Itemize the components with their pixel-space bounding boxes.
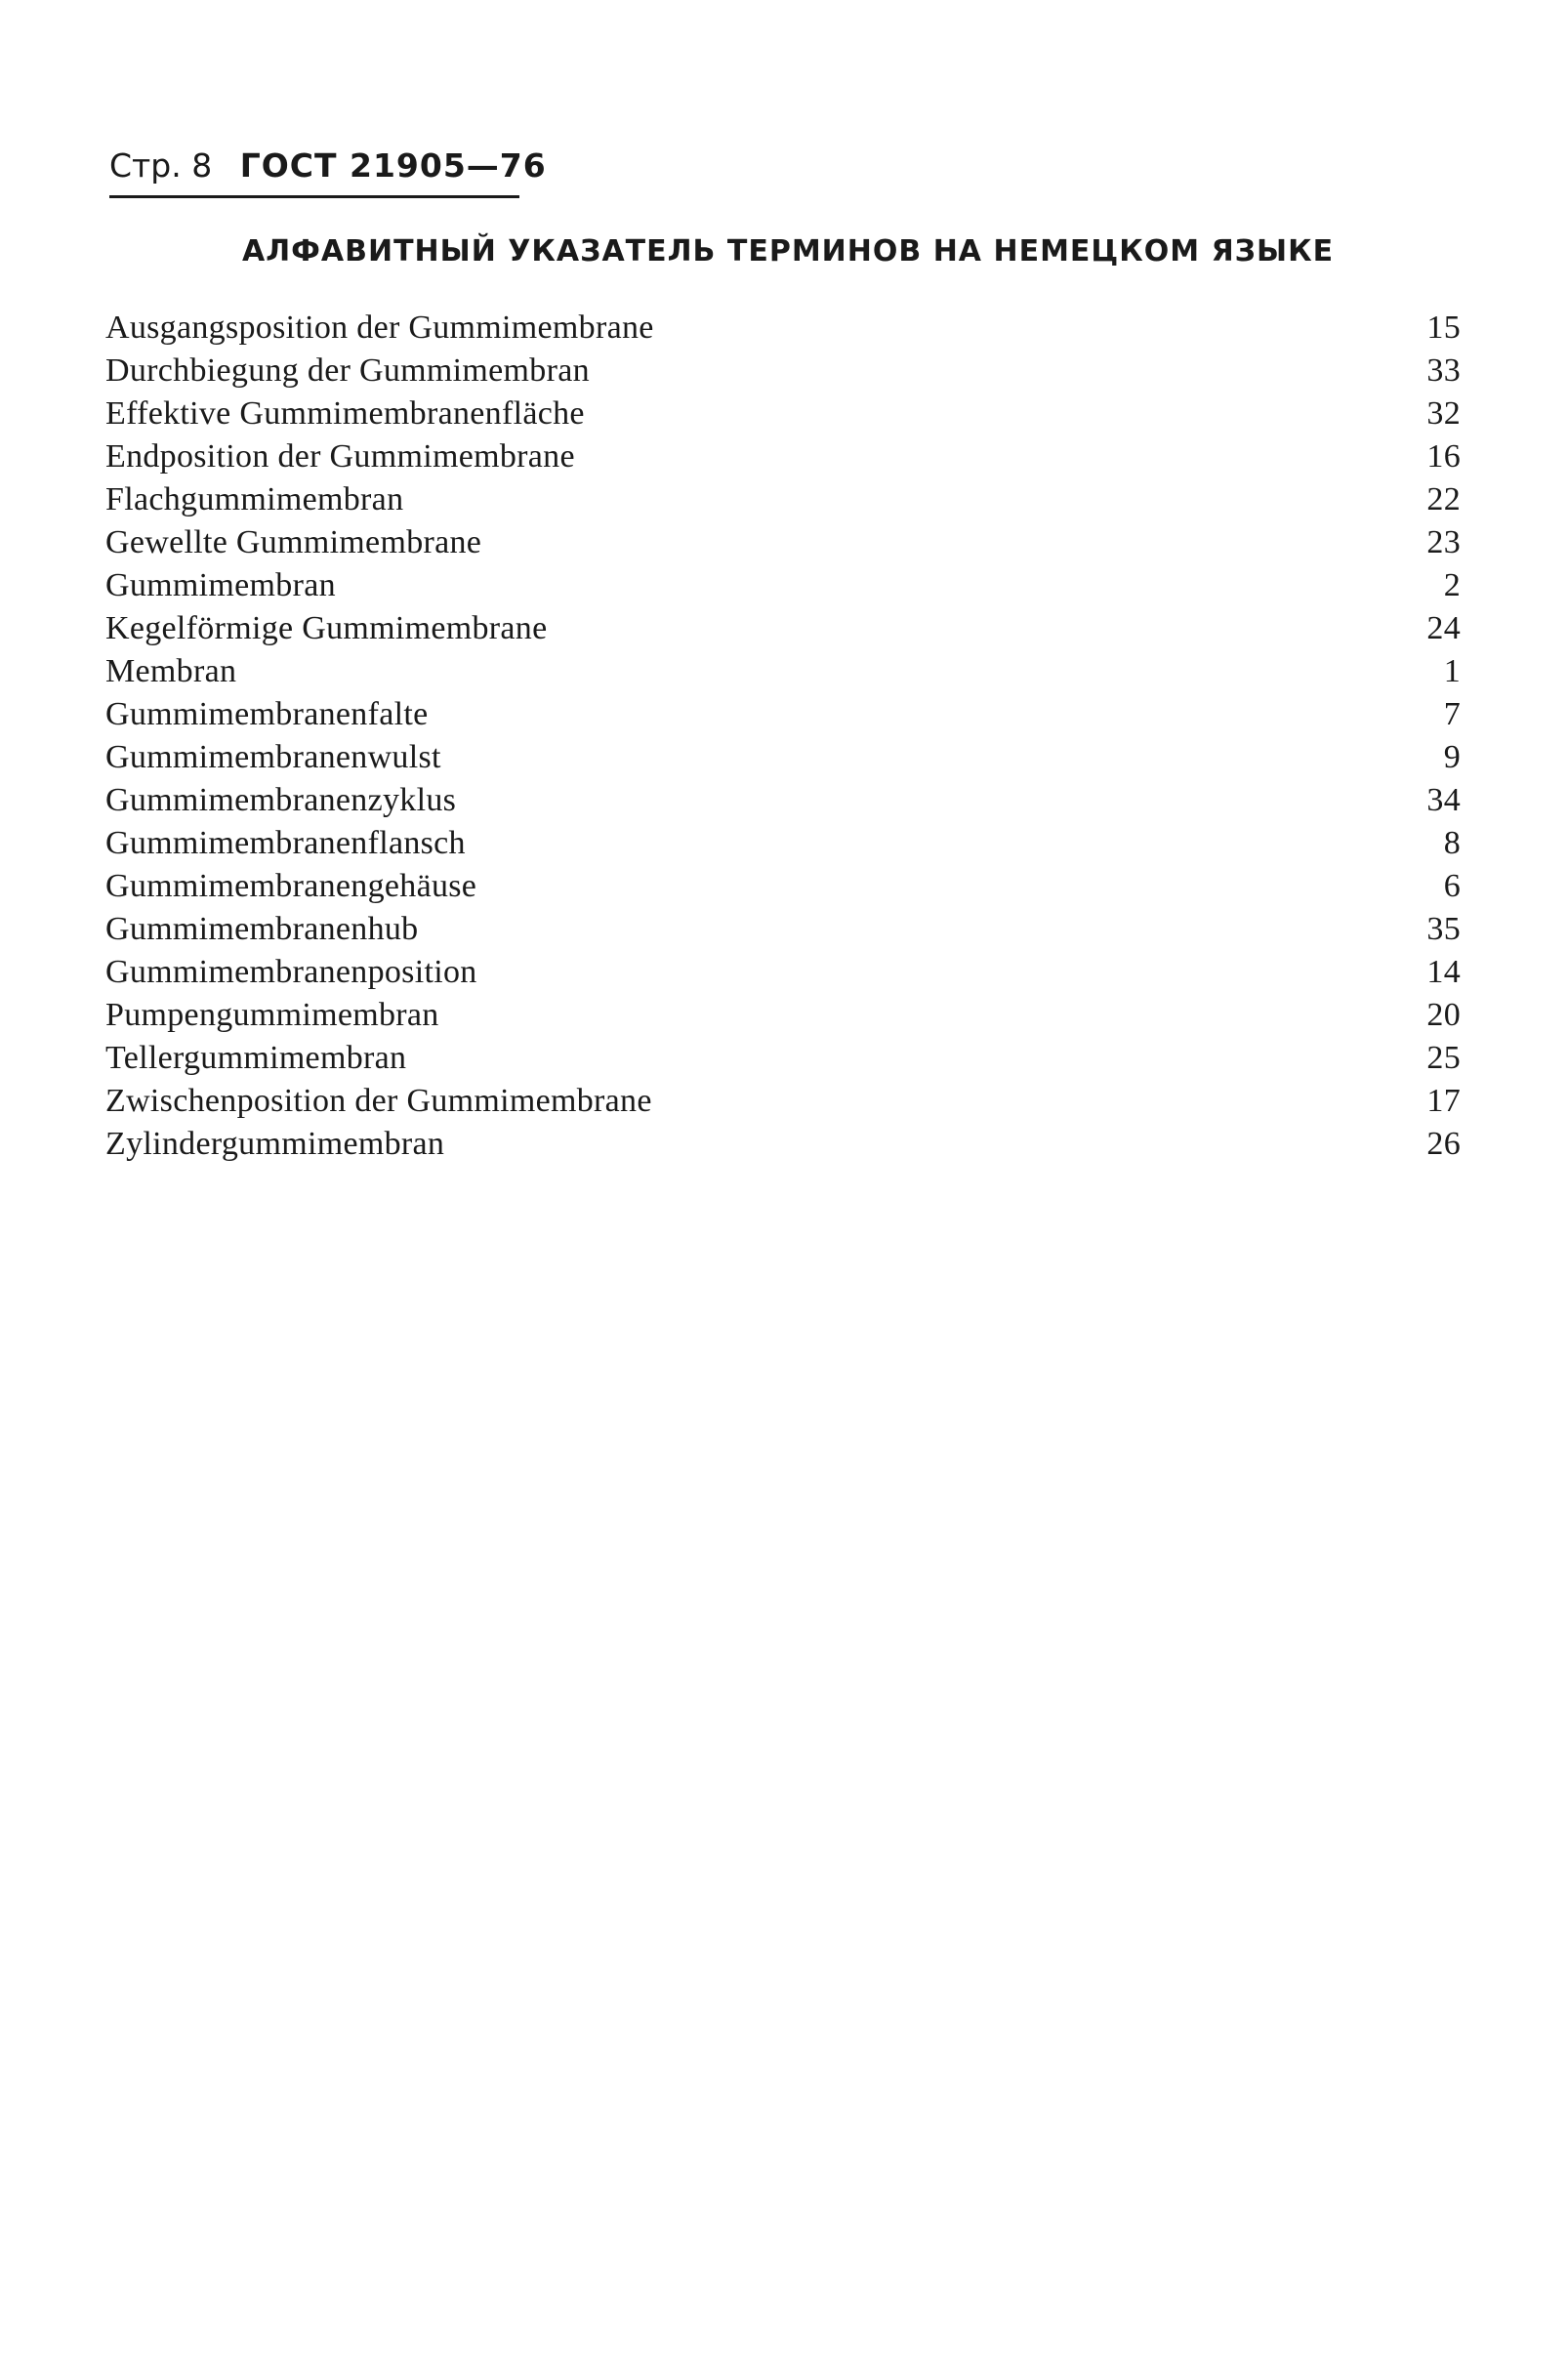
index-number: 32	[1426, 395, 1461, 432]
index-number: 33	[1426, 352, 1461, 389]
index-number: 8	[1443, 825, 1461, 861]
term-index-list	[105, 307, 1461, 1166]
index-term: Flachgummimembran	[105, 481, 404, 517]
index-term: Endposition der Gummimembrane	[105, 438, 575, 475]
index-entry	[105, 779, 1461, 822]
index-number: 23	[1426, 524, 1461, 560]
index-term: Pumpengummimembran	[105, 997, 439, 1033]
index-number: 9	[1443, 739, 1461, 775]
index-term: Effektive Gummimembranenfläche	[105, 395, 585, 432]
index-term: Ausgangsposition der Gummimembrane	[105, 310, 654, 346]
index-term: Gewellte Gummimembrane	[105, 524, 482, 560]
index-number: 14	[1426, 954, 1461, 990]
page-header	[109, 145, 547, 187]
index-entry	[105, 521, 1461, 564]
index-entry	[105, 951, 1461, 994]
index-entry	[105, 564, 1461, 607]
index-term: Gummimembranenhub	[105, 911, 419, 947]
index-number: 22	[1426, 481, 1461, 517]
index-term: Gummimembran	[105, 567, 336, 603]
standard-code: ГОСТ 21905—76	[239, 146, 547, 185]
index-entry	[105, 822, 1461, 865]
index-number: 6	[1443, 868, 1461, 904]
index-term: Kegelförmige Gummimembrane	[105, 610, 548, 646]
index-number: 15	[1426, 310, 1461, 346]
index-entry	[105, 607, 1461, 650]
index-number: 17	[1426, 1083, 1461, 1119]
index-term: Zylindergummimembran	[105, 1126, 445, 1162]
index-term: Gummimembranenflansch	[105, 825, 466, 861]
index-number: 24	[1426, 610, 1461, 646]
index-entry	[105, 865, 1461, 908]
index-entry	[105, 1037, 1461, 1080]
index-entry	[105, 350, 1461, 392]
index-term: Zwischenposition der Gummimembrane	[105, 1083, 652, 1119]
index-number: 25	[1426, 1040, 1461, 1076]
index-term: Gummimembranengehäuse	[105, 868, 477, 904]
index-term: Tellergummimembran	[105, 1040, 407, 1076]
index-entry	[105, 650, 1461, 693]
index-number: 7	[1443, 696, 1461, 732]
index-entry	[105, 908, 1461, 951]
index-number: 2	[1443, 567, 1461, 603]
index-entry	[105, 392, 1461, 435]
index-entry	[105, 307, 1461, 350]
page-number-label: Стр. 8	[109, 146, 213, 185]
index-term: Gummimembranenzyklus	[105, 782, 457, 818]
index-term: Gummimembranenposition	[105, 954, 477, 990]
header-underline	[109, 195, 519, 198]
index-entry	[105, 736, 1461, 779]
index-number: 26	[1426, 1126, 1461, 1162]
index-entry	[105, 994, 1461, 1037]
index-term: Gummimembranenfalte	[105, 696, 429, 732]
index-title: АЛФАВИТНЫЙ УКАЗАТЕЛЬ ТЕРМИНОВ НА НЕМЕЦКОМ ЯЗЫКЕ	[242, 234, 1335, 269]
index-entry	[105, 1080, 1461, 1123]
index-number: 1	[1443, 653, 1461, 689]
index-entry	[105, 1123, 1461, 1166]
index-number: 35	[1426, 911, 1461, 947]
index-entry	[105, 478, 1461, 521]
index-number: 20	[1426, 997, 1461, 1033]
index-number: 16	[1426, 438, 1461, 475]
index-entry	[105, 435, 1461, 478]
index-term: Membran	[105, 653, 237, 689]
index-term: Gummimembranenwulst	[105, 739, 441, 775]
index-entry	[105, 693, 1461, 736]
index-term: Durchbiegung der Gummimembran	[105, 352, 590, 389]
index-number: 34	[1426, 782, 1461, 818]
